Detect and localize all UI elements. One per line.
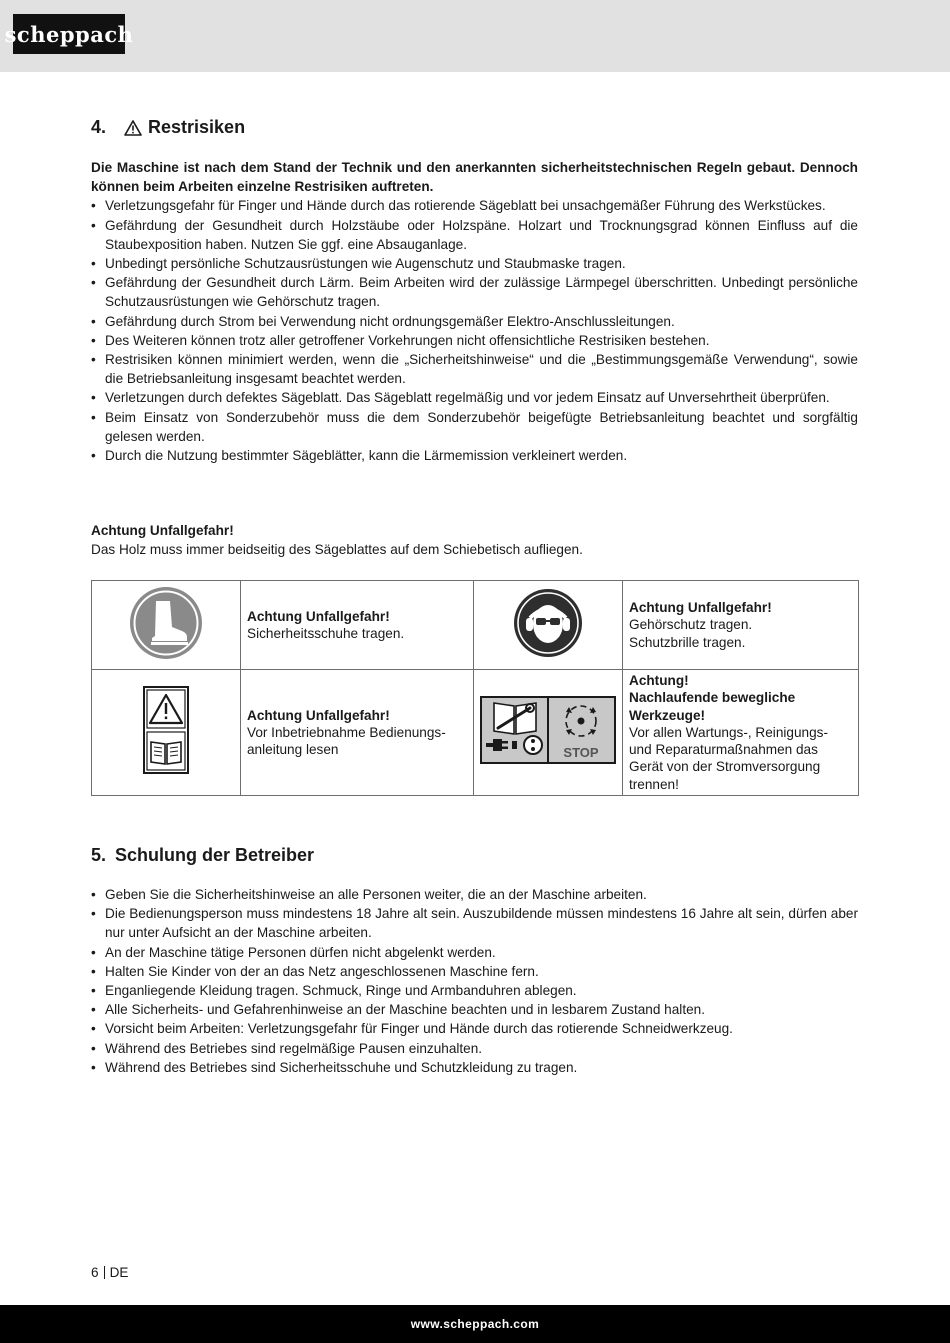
section-4-intro: Die Maschine ist nach dem Stand der Technik und den anerkannten sicherheitstechnischen Regeln gebaut. Dennoch können beim Arbeiten einzelne Restrisiken auftreten. <box>91 160 858 195</box>
list-item: • An der Maschine tätige Personen dürfen nicht abgelenkt werden. <box>91 943 858 962</box>
section-title: Schulung der Betreiber <box>115 845 315 865</box>
unplug-before-maintenance-icon <box>474 670 623 796</box>
list-item: • Alle Sicherheits- und Gefahrenhinweise an der Maschine beachten und in lesbarem Zustand halten. <box>91 1000 858 1019</box>
cell-title: Nachlaufende bewegliche <box>629 690 796 706</box>
caution-text: Das Holz muss immer beidseitig des Sägeblattes auf dem Schiebetisch aufliegen. <box>91 542 583 558</box>
list-item: • Gefährdung der Gesundheit durch Holzstäube oder Holzspäne. Holzart und Trocknungsgrad können Einfluss auf die Staubexposition haben. Nutzen Sie ggf. eine Absauganlage. <box>91 216 858 254</box>
section-number: 4. <box>91 117 107 137</box>
cell-title: Achtung Unfallgefahr! <box>629 600 772 616</box>
cell-text: und Reparaturmaßnahmen das <box>629 742 818 758</box>
section-4-heading <box>91 117 245 138</box>
table-row <box>92 670 859 796</box>
scheppach-logo: scheppach <box>13 14 125 54</box>
cell-title: Achtung! <box>629 673 689 689</box>
page-number-value: 6 <box>91 1265 99 1280</box>
list-item: • Halten Sie Kinder von der an das Netz angeschlossenen Maschine fern. <box>91 962 858 981</box>
page-separator <box>104 1266 105 1279</box>
ear-eye-protection-icon <box>474 581 623 670</box>
list-item: • Geben Sie die Sicherheitshinweise an alle Personen weiter, die an der Maschine arbeiten. <box>91 885 858 904</box>
cell-text: Gehörschutz tragen. <box>629 617 753 633</box>
residual-risks-list <box>91 196 858 465</box>
cell-text: Sicherheitsschuhe tragen. <box>247 626 405 641</box>
operator-training-list <box>91 885 858 1077</box>
list-item: • Verletzungsgefahr für Finger und Hände durch das rotierende Sägeblatt bei unsachgemäßer Führung des Werkstückes. <box>91 196 858 215</box>
cell-title: Werkzeuge! <box>629 707 706 723</box>
cell-text: Schutzbrille tragen. <box>629 634 746 650</box>
caution-title: Achtung Unfallgefahr! <box>91 523 234 538</box>
running-tools-warning-cell <box>623 670 859 796</box>
list-item: • Vorsicht beim Arbeiten: Verletzungsgefahr für Finger und Hände durch das rotierende Schneidwerkzeug. <box>91 1019 858 1038</box>
safety-symbols-table <box>91 580 859 796</box>
section-5-heading <box>91 845 314 866</box>
list-item: • Restrisiken können minimiert werden, wenn die „Sicherheitshinweise“ und die „Bestimmungsgemäße Verwendung“, sowie die Betriebsanleitung insgesamt beachtet werden. <box>91 350 858 388</box>
list-item: • Gefährdung durch Strom bei Verwendung nicht ordnungsgemäßer Elektro-Anschlussleitungen. <box>91 312 858 331</box>
manual-warning-cell <box>241 670 474 796</box>
list-item: • Enganliegende Kleidung tragen. Schmuck, Ringe und Armbanduhren ablegen. <box>91 981 858 1000</box>
section-title: Restrisiken <box>148 117 246 137</box>
cell-title: Achtung Unfallgefahr! <box>247 608 390 624</box>
section-4-body <box>91 158 858 465</box>
warning-triangle-icon <box>124 120 142 136</box>
cell-title: Achtung Unfallgefahr! <box>247 707 390 723</box>
list-item: • Verletzungen durch defektes Sägeblatt. Das Sägeblatt regelmäßig und vor jedem Einsatz auf Unversehrtheit überprüfen. <box>91 388 858 407</box>
safety-boot-icon <box>92 581 241 670</box>
list-item: • Unbedingt persönliche Schutzausrüstungen wie Augenschutz und Staubmaske tragen. <box>91 254 858 273</box>
section-5-body <box>91 885 858 1077</box>
cell-text: trennen! <box>629 776 679 792</box>
language-code: DE <box>109 1265 129 1280</box>
list-item: • Des Weiteren können trotz aller getroffener Vorkehrungen nicht offensichtliche Restrisiken bestehen. <box>91 331 858 350</box>
page-number <box>91 1265 128 1280</box>
list-item: • Die Bedienungsperson muss mindestens 18 Jahre alt sein. Auszubildende müssen mindestens 16 Jahre alt sein, dürfen aber nur unter Aufsicht an der Maschine arbeiten. <box>91 904 858 942</box>
list-item: • Während des Betriebes sind regelmäßige Pausen einzuhalten. <box>91 1039 858 1058</box>
cell-text: anleitung lesen <box>247 742 339 758</box>
footer-bar <box>0 1305 950 1343</box>
list-item: • Während des Betriebes sind Sicherheitsschuhe und Schutzkleidung zu tragen. <box>91 1058 858 1077</box>
boot-warning-cell <box>241 581 474 670</box>
list-item: • Gefährdung der Gesundheit durch Lärm. Beim Arbeiten wird der zulässige Lärmpegel überschritten. Unbedingt persönliche Schutzausrüstungen wie Gehörschutz tragen. <box>91 273 858 311</box>
table-row <box>92 581 859 670</box>
list-item: • Durch die Nutzung bestimmter Sägeblätter, kann die Lärmemission verkleinert werden. <box>91 446 858 465</box>
cell-text: Vor allen Wartungs-, Reinigungs- <box>629 724 828 740</box>
section-number: 5. <box>91 845 107 865</box>
cell-text: Vor Inbetriebnahme Bedienungs- <box>247 724 446 740</box>
website-url: www.scheppach.com <box>410 1317 540 1331</box>
ear-eye-warning-cell <box>623 581 859 670</box>
cell-text: Gerät von der Stromversorgung <box>629 759 821 775</box>
list-item: • Beim Einsatz von Sonderzubehör muss die dem Sonderzubehör beigefügte Betriebsanleitung beachtet und sorgfältig gelesen werden. <box>91 408 858 446</box>
caution-note <box>91 521 858 559</box>
header-bar <box>0 0 950 72</box>
read-manual-icon <box>92 670 241 796</box>
stop-label: STOP <box>563 745 599 761</box>
